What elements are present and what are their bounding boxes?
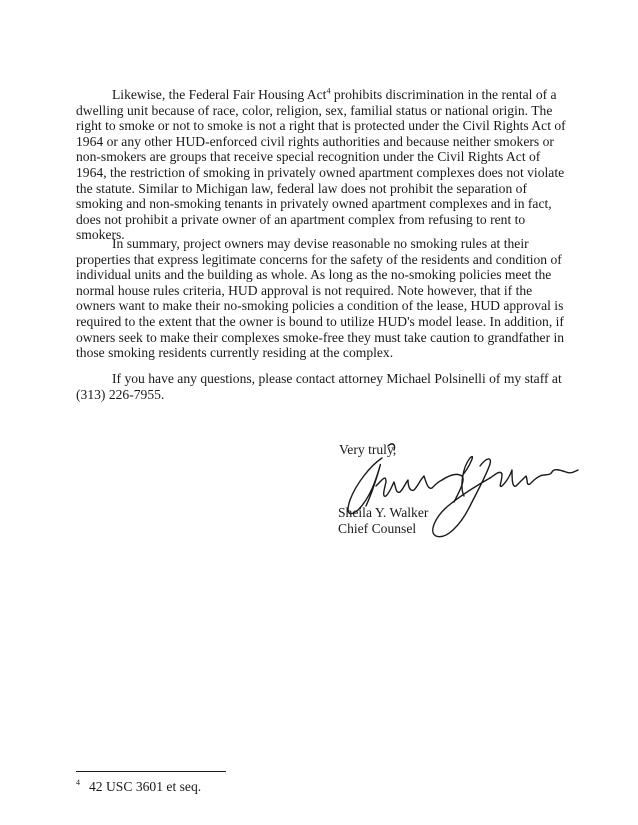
- body-paragraph-fair-housing: [76, 87, 568, 243]
- paragraph-text: prohibits discrimination in the rental of a dwelling unit because of race, color, religion, sex, familial status or national origin. The right to smoke or not to smoke is not a right that is protected under the Civil Rights Act of 1964 or any other HUD-enforced civil rights authorities and because neither smokers or non-smokers are groups that receive special recognition under the Civil Rights Act of 1964, the restriction of smoking in privately owned apartment complexes does not violate the statute. Similar to Michigan law, federal law does not prohibit the separation of smoking and non-smoking tenants in privately owned apartment complexes and in fact, does not prohibit a private owner of an apartment complex from refusing to rent to smokers.: [76, 87, 566, 243]
- signer-title: Chief Counsel: [338, 521, 417, 536]
- closing-salutation: Very truly,: [339, 442, 397, 457]
- body-paragraph-contact: If you have any questions, please contact attorney Michael Polsinelli of my staff at (313) 226-7955.: [76, 371, 562, 402]
- footnote-number: 4: [76, 778, 80, 788]
- signer-name: Sheila Y. Walker: [338, 505, 429, 520]
- footnote-text: 42 USC 3601 et seq.: [89, 779, 202, 794]
- footnote-reference: 4: [326, 86, 331, 96]
- handwritten-signature: [330, 436, 590, 556]
- footnote: [76, 779, 201, 795]
- footnote-rule: [76, 771, 226, 772]
- body-paragraph-summary: In summary, project owners may devise reasonable no smoking rules at their properties that express legitimate concerns for the safety of the residents and condition of individual units and the building as whole. As long as the no-smoking policies meet the normal house rules criteria, HUD approval is not required. Note however, that if the owners want to make their no-smoking policies a condition of the lease, HUD approval is required to the extent that the owner is bound to utilize HUD's model lease. In addition, if owners seek to make their complexes smoke-free they must take caution to grandfather in those smoking residents currently residing at the complex.: [76, 236, 565, 361]
- paragraph-text: Likewise, the Federal Fair Housing Act: [112, 87, 327, 102]
